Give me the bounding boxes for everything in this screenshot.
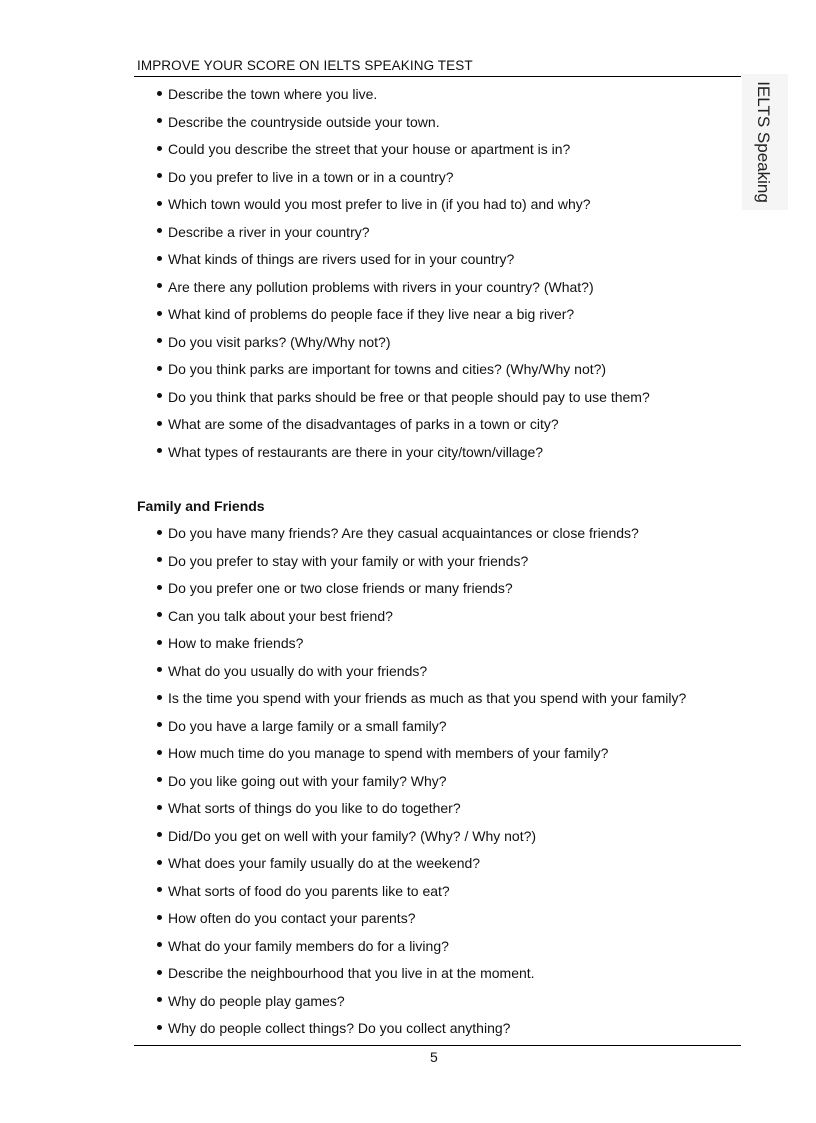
list-item [157, 882, 450, 900]
bullet-icon [157, 640, 162, 645]
list-item [157, 223, 370, 241]
list-item [157, 717, 447, 735]
bullet-icon [157, 860, 162, 865]
bullet-icon [157, 366, 162, 371]
list-item-text: Describe the neighbourhood that you live in at the moment. [168, 965, 535, 981]
bullet-icon [157, 1025, 162, 1030]
bullet-icon [157, 750, 162, 755]
list-item-text: Do you have a large family or a small family? [168, 717, 447, 734]
list-item [157, 250, 514, 268]
side-tab-label: IELTS Speaking [754, 81, 773, 203]
list-item [157, 415, 559, 433]
bullet-icon [157, 311, 162, 316]
list-item-text: Which town would you most prefer to live in (if you had to) and why? [168, 196, 591, 212]
list-item-text: Describe a river in your country? [168, 223, 370, 240]
list-item-text: How much time do you manage to spend with members of your family? [168, 745, 609, 761]
bullet-icon [157, 887, 162, 892]
list-item-text: What sorts of things do you like to do together? [168, 800, 461, 816]
list-item [157, 992, 345, 1010]
bullet-icon [157, 557, 162, 562]
list-item-text: Describe the countryside outside your town. [168, 113, 440, 130]
list-item-text: Do you have many friends? Are they casual acquaintances or close friends? [168, 525, 639, 541]
list-item-text: What kinds of things are rivers used for in your country? [168, 251, 515, 267]
list-item [157, 140, 570, 158]
list-item [157, 579, 513, 597]
list-item-text: How often do you contact your parents? [168, 910, 416, 926]
bullet-icon [157, 915, 162, 920]
list-item [157, 388, 650, 406]
list-item [157, 360, 606, 378]
bullet-icon [157, 667, 162, 672]
bullet-icon [157, 173, 162, 178]
list-item [157, 799, 461, 817]
bullet-icon [157, 997, 162, 1002]
list-item-text: What sorts of food do you parents like to eat? [168, 882, 450, 899]
bullet-icon [157, 585, 162, 590]
list-item [157, 964, 535, 982]
page-number: 5 [430, 1049, 438, 1065]
list-item-text: Do you think parks are important for towns and cities? (Why/Why not?) [168, 361, 607, 377]
list-item-text: What do you usually do with your friends? [168, 662, 428, 679]
bullet-icon [157, 421, 162, 426]
list-item [157, 634, 303, 652]
list-item-text: Do you visit parks? (Why/Why not?) [168, 333, 391, 350]
header-divider [134, 76, 741, 77]
list-item-text: Why do people play games? [168, 992, 345, 1009]
list-item-text: Do you like going out with your family? Why? [168, 772, 447, 789]
list-item [157, 744, 608, 762]
bullet-icon [157, 722, 162, 727]
list-item [157, 607, 393, 625]
bullet-icon [157, 695, 162, 700]
list-item-text: Do you prefer to live in a town or in a country? [168, 168, 454, 185]
bullet-icon [157, 146, 162, 151]
list-item [157, 524, 639, 542]
list-item-text: Is the time you spend with your friends as much as that you spend with your family? [168, 690, 687, 706]
list-item-text: Do you prefer one or two close friends or many friends? [168, 580, 513, 596]
list-item [157, 195, 591, 213]
footer-divider [134, 1045, 741, 1046]
running-header: IMPROVE YOUR SCORE ON IELTS SPEAKING TEST [137, 58, 473, 73]
list-item-text: What kind of problems do people face if they live near a big river? [168, 306, 575, 322]
bullet-icon [157, 201, 162, 206]
list-item-text: Are there any pollution problems with rivers in your country? (What?) [168, 278, 594, 295]
bullet-icon [157, 393, 162, 398]
list-item [157, 333, 391, 351]
list-item [157, 85, 377, 103]
list-item [157, 113, 440, 131]
bullet-icon [157, 283, 162, 288]
list-item-text: Could you describe the street that your house or apartment is in? [168, 141, 571, 157]
list-item [157, 168, 454, 186]
bullet-icon [157, 256, 162, 261]
list-item [157, 937, 449, 955]
list-item-text: What are some of the disadvantages of parks in a town or city? [168, 416, 559, 432]
list-item [157, 827, 536, 845]
list-item [157, 278, 594, 296]
section-heading: Family and Friends [137, 498, 265, 514]
list-item [157, 305, 574, 323]
list-item-text: What do your family members do for a living? [168, 937, 449, 954]
list-item-text: Do you prefer to stay with your family or with your friends? [168, 552, 529, 569]
list-item-text: Do you think that parks should be free or that people should pay to use them? [168, 388, 650, 405]
bullet-icon [157, 228, 162, 233]
list-item-text: Describe the town where you live. [168, 86, 378, 102]
bullet-icon [157, 612, 162, 617]
list-item-text: What types of restaurants are there in your city/town/village? [168, 443, 544, 460]
list-item-text: How to make friends? [168, 635, 304, 651]
list-item [157, 689, 686, 707]
bullet-icon [157, 448, 162, 453]
list-item-text: Can you talk about your best friend? [168, 607, 393, 624]
bullet-icon [157, 338, 162, 343]
list-item-text: What does your family usually do at the weekend? [168, 855, 481, 871]
bullet-icon [157, 942, 162, 947]
list-item [157, 443, 543, 461]
list-item-text: Why do people collect things? Do you collect anything? [168, 1020, 511, 1036]
bullet-icon [157, 805, 162, 810]
bullet-icon [157, 970, 162, 975]
bullet-icon [157, 91, 162, 96]
bullet-icon [157, 530, 162, 535]
list-item-text: Did/Do you get on well with your family? (Why? / Why not?) [168, 827, 537, 844]
list-item [157, 772, 447, 790]
bullet-icon [157, 832, 162, 837]
list-item [157, 1019, 510, 1037]
list-item [157, 854, 480, 872]
list-item [157, 552, 528, 570]
list-item [157, 909, 415, 927]
list-item [157, 662, 427, 680]
bullet-icon [157, 118, 162, 123]
bullet-icon [157, 777, 162, 782]
